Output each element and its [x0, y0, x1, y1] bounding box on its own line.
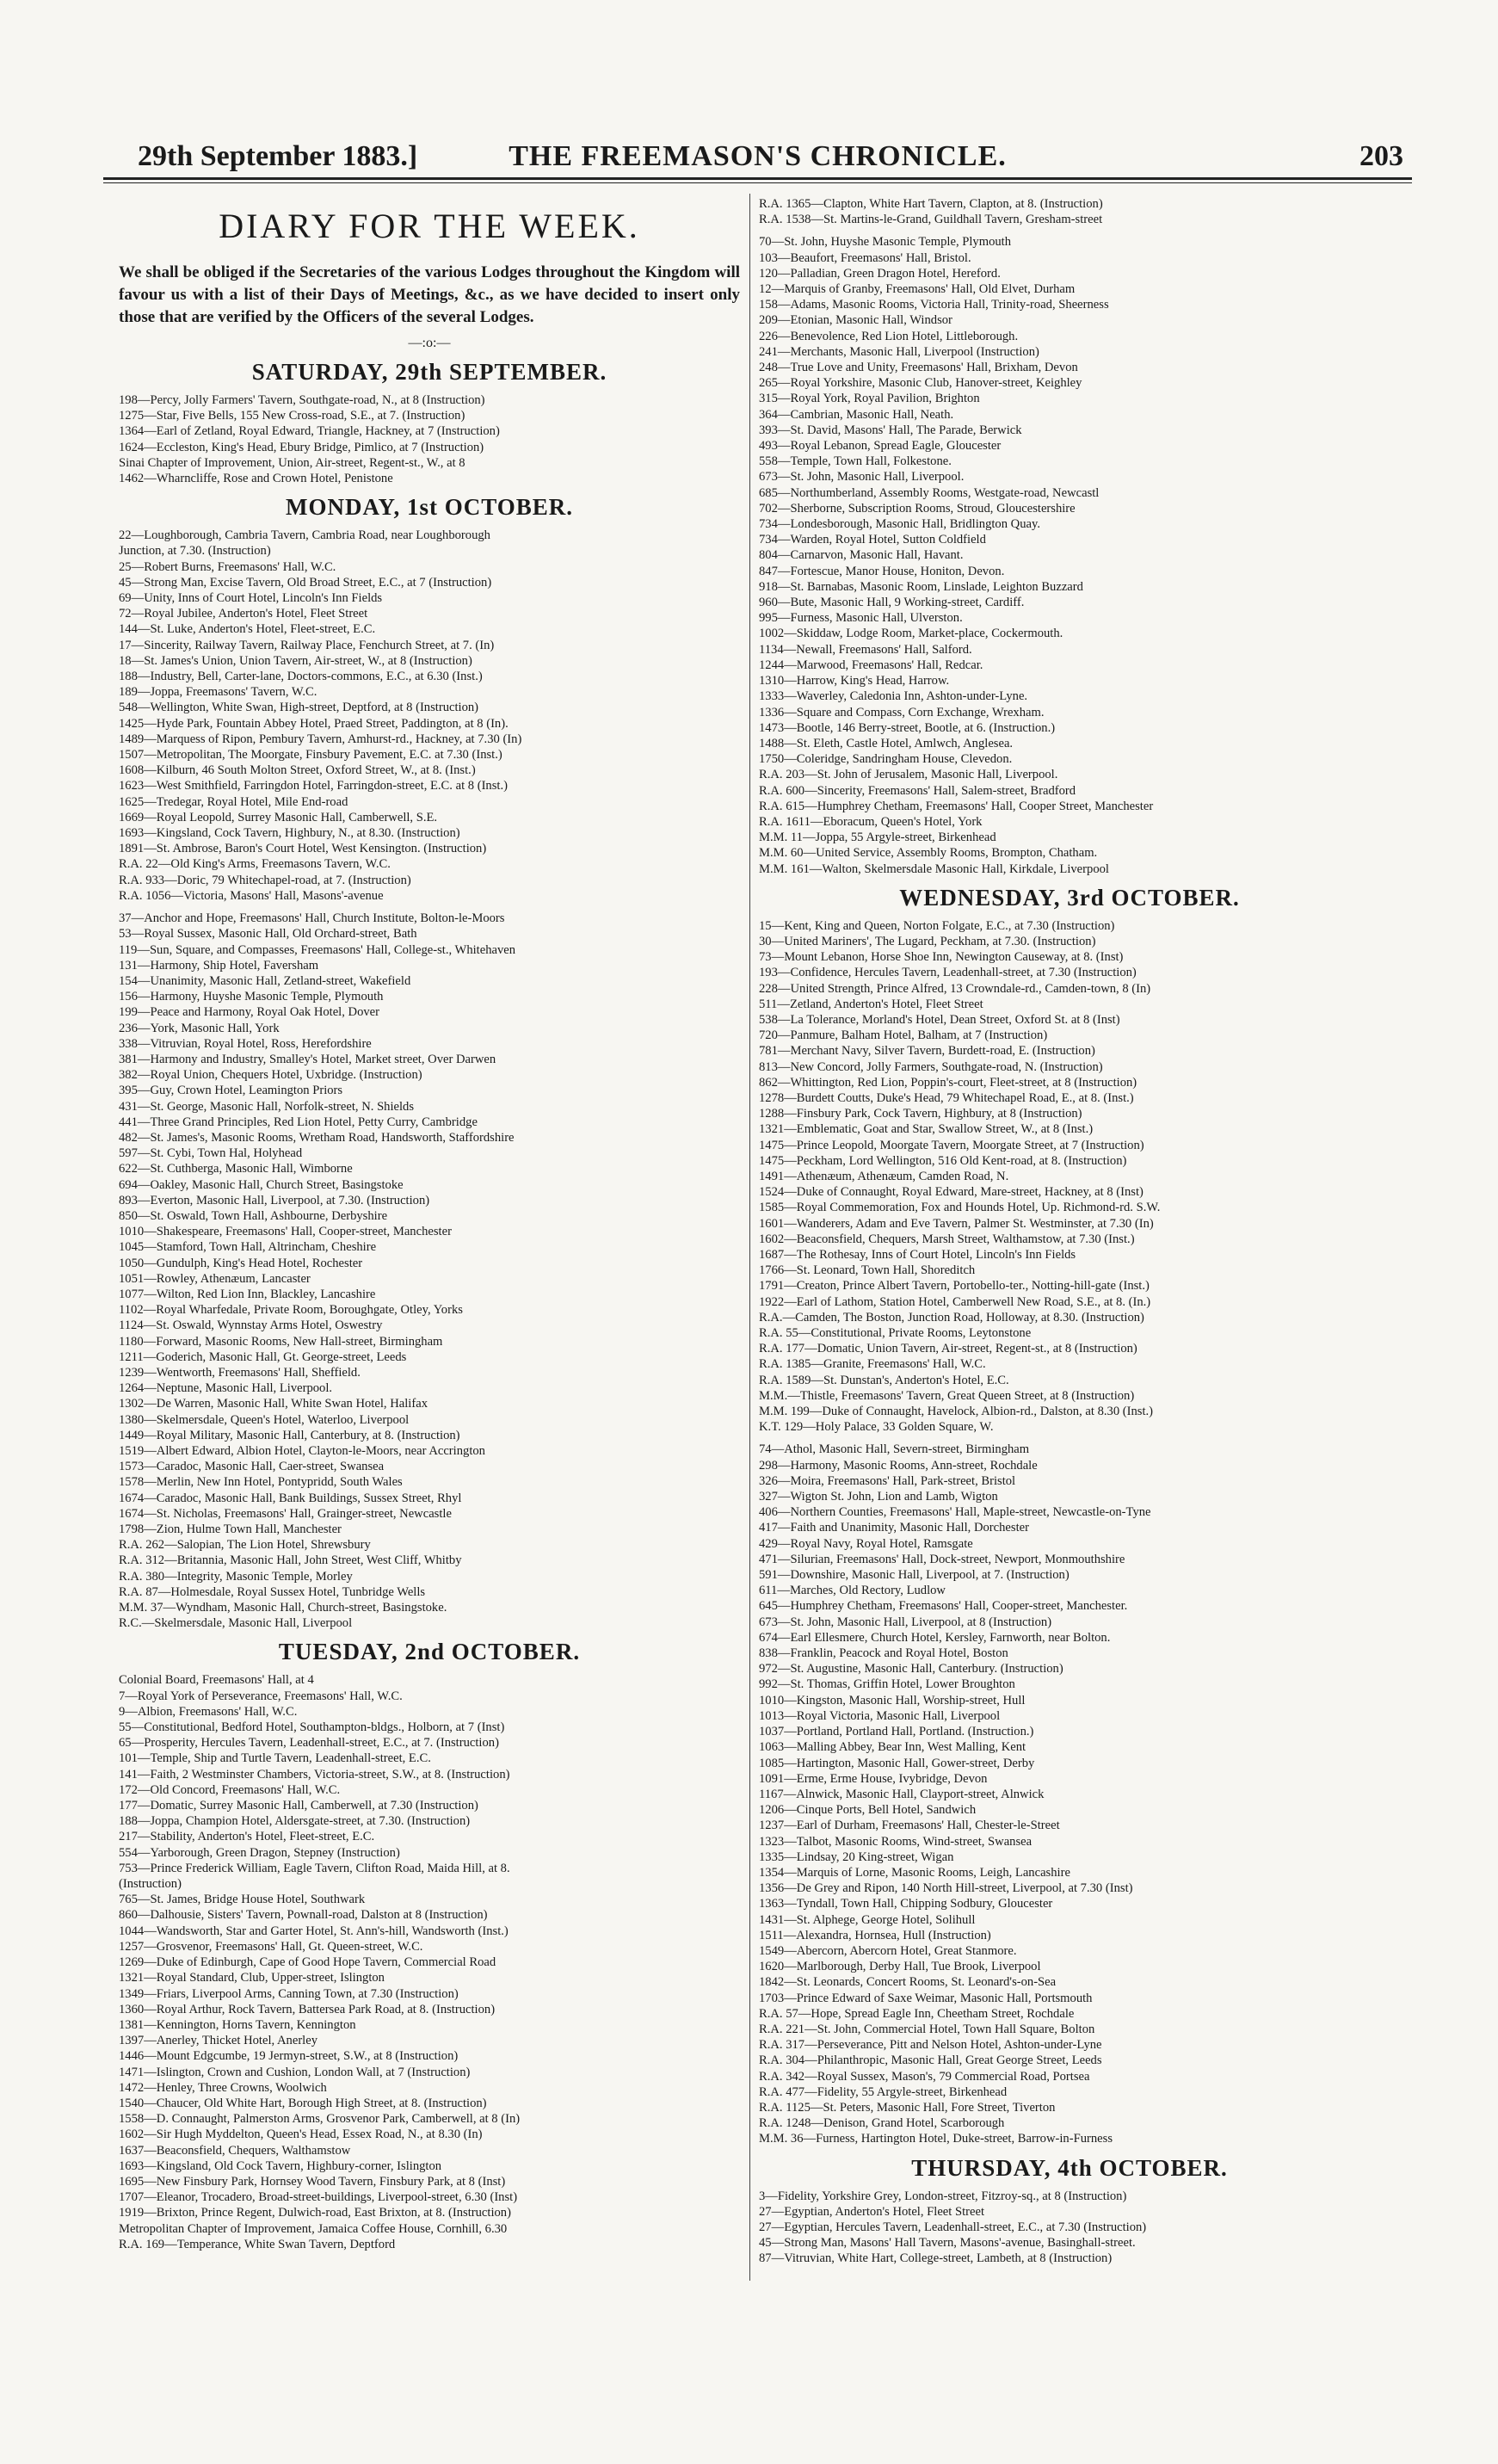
lodge-entry: 1354—Marquis of Lorne, Masonic Rooms, Leigh, Lancashire: [759, 1865, 1070, 1880]
lodge-entry: 1425—Hyde Park, Fountain Abbey Hotel, Praed Street, Paddington, at 8 (In).: [119, 716, 509, 731]
lodge-entry: 1013—Royal Victoria, Masonic Hall, Liverpool: [759, 1708, 1001, 1723]
lodge-entry: 209—Etonian, Masonic Hall, Windsor: [759, 313, 952, 328]
lodge-entry: M.M. 37—Wyndham, Masonic Hall, Church-street, Basingstoke.: [119, 1601, 447, 1615]
lodge-entry: 1549—Abercorn, Abercorn Hotel, Great Stanmore.: [759, 1943, 1017, 1958]
lodge-entry: 172—Old Concord, Freemasons' Hall, W.C.: [119, 1782, 341, 1797]
lodge-entry: 548—Wellington, White Swan, High-street, Deptford, at 8 (Instruction): [119, 701, 479, 715]
lodge-entry: 1919—Brixton, Prince Regent, Dulwich-road, East Brixton, at 8. (Instruction): [119, 2206, 511, 2220]
lodge-entry: R.A. 22—Old King's Arms, Freemasons Tavern, W.C.: [119, 857, 391, 872]
lodge-entry: 217—Stability, Anderton's Hotel, Fleet-street, E.C.: [119, 1830, 375, 1844]
lodge-entry: 838—Franklin, Peacock and Royal Hotel, Boston: [759, 1646, 1008, 1661]
lodge-entry: M.M. 11—Joppa, 55 Argyle-street, Birkenhead: [759, 831, 996, 845]
lodge-entry: R.A. 55—Constitutional, Private Rooms, Leytonstone: [759, 1326, 1032, 1341]
lodge-entry: 1703—Prince Edward of Saxe Weimar, Masonic Hall, Portsmouth: [759, 1991, 1093, 2005]
lodge-entry: 1637—Beaconsfield, Chequers, Walthamstow: [119, 2143, 351, 2158]
lodge-entry: 1050—Gundulph, King's Head Hotel, Rochester: [119, 1256, 363, 1270]
lodge-entry: 188—Joppa, Champion Hotel, Aldersgate-street, at 7.30. (Instruction): [119, 1814, 471, 1829]
lodge-entry: R.A. 177—Domatic, Union Tavern, Air-street, Regent-st., at 8 (Instruction): [759, 1342, 1137, 1356]
lodge-entry: 395—Guy, Crown Hotel, Leamington Priors: [119, 1084, 343, 1098]
lodge-entry: 1364—Earl of Zetland, Royal Edward, Triangle, Hackney, at 7 (Instruction): [119, 424, 500, 439]
lodge-entry: 1167—Alnwick, Masonic Hall, Clayport-street, Alnwick: [759, 1787, 1045, 1801]
lodge-entry: 673—St. John, Masonic Hall, Liverpool, at 8 (Instruction): [759, 1615, 1052, 1629]
lodge-entry: 720—Panmure, Balham Hotel, Balham, at 7 (Instruction): [759, 1028, 1048, 1043]
lodge-entry: R.A. 477—Fidelity, 55 Argyle-street, Birkenhead: [759, 2084, 1008, 2099]
lodge-entry: 1381—Kennington, Horns Tavern, Kennington: [119, 2017, 356, 2032]
lodge-entry: 554—Yarborough, Green Dragon, Stepney (Instruction): [119, 1845, 400, 1860]
entry-gap: [759, 1435, 1380, 1442]
lodge-entry: 1044—Wandsworth, Star and Garter Hotel, St. Ann's-hill, Wandsworth (Inst.): [119, 1924, 509, 1938]
thursday-entries: [759, 2189, 1380, 2267]
lodge-entry: 45—Strong Man, Masons' Hall Tavern, Masons'-avenue, Basinghall-street.: [759, 2236, 1136, 2251]
lodge-entry: 1462—Wharncliffe, Rose and Crown Hotel, Penistone: [119, 472, 393, 486]
lodge-entry: R.A. 380—Integrity, Masonic Temple, Morley: [119, 1569, 353, 1584]
lodge-entry: R.A. 304—Philanthropic, Masonic Hall, Great George Street, Leeds: [759, 2053, 1102, 2068]
lodge-entry: 597—St. Cybi, Town Hal, Holyhead: [119, 1146, 303, 1161]
lodge-entry: 471—Silurian, Freemasons' Hall, Dock-street, Newport, Monmouthshire: [759, 1552, 1125, 1566]
lodge-entry: M.M. 36—Furness, Hartington Hotel, Duke-street, Barrow-in-Furness: [759, 2132, 1113, 2146]
lodge-entry: 1349—Friars, Liverpool Arms, Canning Town, at 7.30 (Instruction): [119, 1986, 459, 2001]
lodge-entry: 482—St. James's, Masonic Rooms, Wretham Road, Handsworth, Staffordshire: [119, 1130, 515, 1145]
lodge-entry: 1491—Athenæum, Athenæum, Camden Road, N.: [759, 1169, 1009, 1183]
lodge-entry: 74—Athol, Masonic Hall, Severn-street, Birmingham: [759, 1442, 1030, 1457]
lodge-entry: 70—St. John, Huyshe Masonic Temple, Plymouth: [759, 235, 1012, 250]
lodge-entry: 1511—Alexandra, Hornsea, Hull (Instruction): [759, 1928, 991, 1942]
lodge-entry: 860—Dalhousie, Sisters' Tavern, Pownall-road, Dalston at 8 (Instruction): [119, 1908, 488, 1923]
lodge-entry: 1045—Stamford, Town Hall, Altrincham, Cheshire: [119, 1240, 377, 1255]
lodge-entry: 685—Northumberland, Assembly Rooms, Westgate-road, Newcastl: [759, 485, 1100, 500]
lodge-entry: R.A. 1248—Denison, Grand Hotel, Scarborough: [759, 2116, 1005, 2131]
issue-date: 29th September 1883.]: [138, 140, 418, 172]
lodge-entry: 673—St. John, Masonic Hall, Liverpool.: [759, 470, 965, 485]
lodge-entry: 1244—Marwood, Freemasons' Hall, Redcar.: [759, 658, 983, 672]
lodge-entry: 327—Wigton St. John, Lion and Lamb, Wigton: [759, 1490, 998, 1504]
lodge-entry: Junction, at 7.30. (Instruction): [119, 544, 271, 559]
right-column: [759, 196, 1380, 2267]
lodge-entry: 850—St. Oswald, Town Hall, Ashbourne, Derbyshire: [119, 1208, 388, 1223]
left-column: [119, 196, 740, 2252]
lodge-entry: 622—St. Cuthberga, Masonic Hall, Wimborne: [119, 1162, 353, 1176]
lodge-entry: 12—Marquis of Granby, Freemasons' Hall, Old Elvet, Durham: [759, 282, 1076, 297]
lodge-entry: 1473—Bootle, 146 Berry-street, Bootle, at 6. (Instruction.): [759, 720, 1056, 735]
lodge-entry: 188—Industry, Bell, Carter-lane, Doctors-commons, E.C., at 6.30 (Inst.): [119, 670, 483, 684]
lodge-entry: R.A. 57—Hope, Spread Eagle Inn, Cheetham Street, Rochdale: [759, 2006, 1075, 2021]
lodge-entry: R.A. 1611—Eboracum, Queen's Hotel, York: [759, 814, 983, 829]
lodge-entry: 1669—Royal Leopold, Surrey Masonic Hall, Camberwell, S.E.: [119, 810, 438, 824]
lodge-entry: 382—Royal Union, Chequers Hotel, Uxbridge. (Instruction): [119, 1068, 422, 1083]
lodge-entry: K.T. 129—Holy Palace, 33 Golden Square, W.: [759, 1420, 994, 1435]
lodge-entry: 1360—Royal Arthur, Rock Tavern, Battersea Park Road, at 8. (Instruction): [119, 2002, 496, 2016]
lodge-entry: 25—Robert Burns, Freemasons' Hall, W.C.: [119, 559, 336, 574]
lodge-entry: 119—Sun, Square, and Compasses, Freemasons' Hall, College-st., Whitehaven: [119, 942, 516, 957]
lodge-entry: 27—Egyptian, Anderton's Hotel, Fleet Street: [759, 2204, 985, 2219]
lodge-entry: 55—Constitutional, Bedford Hotel, Southampton-bldgs., Holborn, at 7 (Inst): [119, 1720, 505, 1735]
lodge-entry: 69—Unity, Inns of Court Hotel, Lincoln's Inn Fields: [119, 591, 383, 606]
lodge-entry: 1333—Waverley, Caledonia Inn, Ashton-under-Lyne.: [759, 689, 1028, 704]
lodge-entry: 3—Fidelity, Yorkshire Grey, London-street, Fitzroy-sq., at 8 (Instruction): [759, 2189, 1127, 2203]
lodge-entry: 265—Royal Yorkshire, Masonic Club, Hanover-street, Keighley: [759, 376, 1082, 391]
lodge-entry: 53—Royal Sussex, Masonic Hall, Old Orchard-street, Bath: [119, 927, 417, 942]
lodge-entry: 1623—West Smithfield, Farringdon Hotel, Farringdon-street, E.C. at 8 (Inst.): [119, 779, 508, 794]
lodge-entry: 1336—Square and Compass, Corn Exchange, Wrexham.: [759, 705, 1045, 719]
lodge-entry: 960—Bute, Masonic Hall, 9 Working-street, Cardiff.: [759, 596, 1025, 610]
lodge-entry: 1489—Marquess of Ripon, Pembury Tavern, Amhurst-rd., Hackney, at 7.30 (In): [119, 732, 522, 746]
lodge-entry: R.A. 203—St. John of Jerusalem, Masonic Hall, Liverpool.: [759, 768, 1058, 782]
lodge-entry: 131—Harmony, Ship Hotel, Faversham: [119, 958, 319, 973]
lodge-entry: 1693—Kingsland, Old Cock Tavern, Highbury-corner, Islington: [119, 2158, 442, 2173]
lodge-entry: 1124—St. Oswald, Wynnstay Arms Hotel, Oswestry: [119, 1318, 383, 1333]
lodge-entry: 1321—Emblematic, Goat and Star, Swallow Street, W., at 8 (Inst.): [759, 1122, 1094, 1137]
lodge-entry: 753—Prince Frederick William, Eagle Tavern, Clifton Road, Maida Hill, at 8.: [119, 1861, 510, 1875]
lodge-entry: R.A. 312—Britannia, Masonic Hall, John Street, West Cliff, Whitby: [119, 1553, 462, 1568]
lodge-entry: 1693—Kingsland, Cock Tavern, Highbury, N., at 8.30. (Instruction): [119, 826, 460, 841]
lodge-entry: 1206—Cinque Ports, Bell Hotel, Sandwich: [759, 1803, 977, 1818]
lodge-entry: 198—Percy, Jolly Farmers' Tavern, Southgate-road, N., at 8 (Instruction): [119, 393, 485, 407]
lodge-entry: 1302—De Warren, Masonic Hall, White Swan Hotel, Halifax: [119, 1397, 428, 1411]
lodge-entry: 72—Royal Jubilee, Anderton's Hotel, Fleet Street: [119, 607, 368, 621]
lodge-entry: 1602—Beaconsfield, Chequers, Marsh Street, Walthamstow, at 7.30 (Inst.): [759, 1232, 1135, 1246]
lodge-entry: R.A. 221—St. John, Commercial Hotel, Town Hall Square, Bolton: [759, 2022, 1095, 2036]
lodge-entry: 15—Kent, King and Queen, Norton Folgate, E.C., at 7.30 (Instruction): [759, 918, 1115, 933]
lodge-entry: 1766—St. Leonard, Town Hall, Shoreditch: [759, 1263, 976, 1278]
lodge-entry: 1239—Wentworth, Freemasons' Hall, Sheffield.: [119, 1365, 361, 1380]
lodge-entry: 1310—Harrow, King's Head, Harrow.: [759, 674, 950, 689]
lodge-entry: R.C.—Skelmersdale, Masonic Hall, Liverpool: [119, 1616, 353, 1631]
lodge-entry: 298—Harmony, Masonic Rooms, Ann-street, Rochdale: [759, 1458, 1038, 1473]
lodge-entry: 431—St. George, Masonic Hall, Norfolk-street, N. Shields: [119, 1099, 415, 1114]
lodge-entry: 1602—Sir Hugh Myddelton, Queen's Head, Essex Road, N., at 8.30 (In): [119, 2127, 483, 2142]
lodge-entry: R.A.—Camden, The Boston, Junction Road, Holloway, at 8.30. (Instruction): [759, 1310, 1144, 1325]
lodge-entry: 781—Merchant Navy, Silver Tavern, Burdett-road, E. (Instruction): [759, 1044, 1095, 1059]
lodge-entry: 694—Oakley, Masonic Hall, Church Street, Basingstoke: [119, 1177, 404, 1192]
lodge-entry: 734—Warden, Royal Hotel, Sutton Coldfield: [759, 533, 986, 547]
lodge-entry: R.A. 317—Perseverance, Pitt and Nelson Hotel, Ashton-under-Lyne: [759, 2038, 1102, 2053]
lodge-entry: 918—St. Barnabas, Masonic Room, Linslade, Leighton Buzzard: [759, 579, 1083, 594]
saturday-entries: [119, 392, 740, 486]
entry-gap: [759, 227, 1380, 234]
lodge-entry: (Instruction): [119, 1877, 182, 1892]
section-separator: —:o:—: [408, 336, 451, 350]
lodge-entry: 1449—Royal Military, Masonic Hall, Canterbury, at 8. (Instruction): [119, 1428, 460, 1442]
lodge-entry: 995—Furness, Masonic Hall, Ulverston.: [759, 611, 963, 626]
lodge-entry: R.A. 342—Royal Sussex, Mason's, 79 Commercial Road, Portsea: [759, 2069, 1090, 2084]
lodge-entry: 645—Humphrey Chetham, Freemasons' Hall, Cooper-street, Manchester.: [759, 1599, 1128, 1614]
lodge-entry: 87—Vitruvian, White Hart, College-street, Lambeth, at 8 (Instruction): [759, 2251, 1113, 2266]
lodge-entry: M.M. 199—Duke of Connaught, Havelock, Albion-rd., Dalston, at 8.30 (Inst.): [759, 1405, 1154, 1419]
lodge-entry: R.A. 262—Salopian, The Lion Hotel, Shrewsbury: [119, 1538, 371, 1553]
header-rule-thin: [103, 182, 1412, 183]
lodge-entry: 992—St. Thomas, Griffin Hotel, Lower Broughton: [759, 1677, 1015, 1692]
lodge-entry: 1264—Neptune, Masonic Hall, Liverpool.: [119, 1381, 333, 1396]
lodge-entry: 1540—Chaucer, Old White Hart, Borough High Street, at 8. (Instruction): [119, 2096, 487, 2110]
lodge-entry: 804—Carnarvon, Masonic Hall, Havant.: [759, 548, 964, 563]
lodge-entry: 193—Confidence, Hercules Tavern, Leadenhall-street, at 7.30 (Instruction): [759, 966, 1137, 980]
lodge-entry: 611—Marches, Old Rectory, Ludlow: [759, 1584, 946, 1598]
lodge-entry: 493—Royal Lebanon, Spread Eagle, Gloucester: [759, 439, 1002, 454]
header-rule: [103, 177, 1412, 180]
lodge-entry: 1257—Grosvenor, Freemasons' Hall, Gt. Queen-street, W.C.: [119, 1939, 423, 1954]
lodge-entry: 381—Harmony and Industry, Smalley's Hotel, Market street, Over Darwen: [119, 1052, 496, 1066]
lodge-entry: 326—Moira, Freemasons' Hall, Park-street, Bristol: [759, 1473, 1016, 1488]
diary-intro: We shall be obliged if the Secretaries of the various Lodges throughout the Kingdom will favour us with a list of their Days of Meetings, &c., as we have decided to insert only those that are verified by the Officers of the several Lodges.: [119, 263, 740, 326]
lodge-entry: 241—Merchants, Masonic Hall, Liverpool (Instruction): [759, 344, 1039, 359]
lodge-entry: 1077—Wilton, Red Lion Inn, Blackley, Lancashire: [119, 1287, 376, 1301]
lodge-entry: 538—La Tolerance, Morland's Hotel, Dean Street, Oxford St. at 8 (Inst): [759, 1012, 1120, 1027]
lodge-entry: 1687—The Rothesay, Inns of Court Hotel, Lincoln's Inn Fields: [759, 1248, 1076, 1262]
lodge-entry: R.A. 1589—St. Dunstan's, Anderton's Hotel, E.C.: [759, 1373, 1009, 1387]
lodge-entry: 1674—St. Nicholas, Freemasons' Hall, Grainger-street, Newcastle: [119, 1506, 452, 1521]
lodge-entry: 7—Royal York of Perseverance, Freemasons' Hall, W.C.: [119, 1689, 403, 1703]
lodge-entry: 1519—Albert Edward, Albion Hotel, Clayton-le-Moors, near Accrington: [119, 1444, 485, 1458]
lodge-entry: 862—Whittington, Red Lion, Poppin's-court, Fleet-street, at 8 (Instruction): [759, 1075, 1137, 1090]
lodge-entry: 734—Londesborough, Masonic Hall, Bridlington Quay.: [759, 517, 1040, 532]
lodge-entry: 1275—Star, Five Bells, 155 New Cross-road, S.E., at 7. (Instruction): [119, 409, 465, 423]
lodge-entry: M.M.—Thistle, Freemasons' Tavern, Great Queen Street, at 8 (Instruction): [759, 1388, 1135, 1403]
lodge-entry: 393—St. David, Masons' Hall, The Parade, Berwick: [759, 423, 1022, 437]
lodge-entry: 1278—Burdett Coutts, Duke's Head, 79 Whitechapel Road, E., at 8. (Inst.): [759, 1090, 1134, 1105]
lodge-entry: 1488—St. Eleth, Castle Hotel, Amlwch, Anglesea.: [759, 736, 1014, 750]
lodge-entry: 9—Albion, Freemasons' Hall, W.C.: [119, 1704, 298, 1719]
publication-title: THE FREEMASON'S CHRONICLE.: [509, 140, 1007, 172]
lodge-entry: R.A. 1385—Granite, Freemasons' Hall, W.C.: [759, 1357, 986, 1372]
lodge-entry: 1010—Kingston, Masonic Hall, Worship-street, Hull: [759, 1693, 1026, 1708]
lodge-entry: 1558—D. Connaught, Palmerston Arms, Grosvenor Park, Camberwell, at 8 (In): [119, 2112, 521, 2127]
lodge-entry: 141—Faith, 2 Westminster Chambers, Victoria-street, S.W., at 8. (Instruction): [119, 1767, 510, 1782]
lodge-entry: 558—Temple, Town Hall, Folkestone.: [759, 454, 952, 469]
lodge-entry: R.A. 87—Holmesdale, Royal Sussex Hotel, Tunbridge Wells: [119, 1584, 426, 1599]
lodge-entry: 1037—Portland, Portland Hall, Portland. (Instruction.): [759, 1725, 1034, 1739]
lodge-entry: 1922—Earl of Lathom, Station Hotel, Camberwell New Road, S.E., at 8. (In.): [759, 1294, 1151, 1309]
lodge-entry: 417—Faith and Unanimity, Masonic Hall, Dorchester: [759, 1521, 1029, 1535]
lodge-entry: 1471—Islington, Crown and Cushion, London Wall, at 7 (Instruction): [119, 2065, 471, 2079]
lodge-entry: 144—St. Luke, Anderton's Hotel, Fleet-street, E.C.: [119, 622, 376, 637]
lodge-entry: 1585—Royal Commemoration, Fox and Hounds Hotel, Up. Richmond-rd. S.W.: [759, 1201, 1161, 1215]
lodge-entry: R.A. 615—Humphrey Chetham, Freemasons' Hall, Cooper Street, Manchester: [759, 799, 1154, 813]
lodge-entry: 1102—Royal Wharfedale, Private Room, Boroughgate, Otley, Yorks: [119, 1303, 463, 1318]
monday-entries: [119, 528, 740, 1631]
lodge-entry: 1323—Talbot, Masonic Rooms, Wind-street, Swansea: [759, 1834, 1033, 1849]
lodge-entry: R.A. 1538—St. Martins-le-Grand, Guildhall Tavern, Gresham-street: [759, 213, 1103, 227]
lodge-entry: 226—Benevolence, Red Lion Hotel, Littleborough.: [759, 329, 1019, 343]
lodge-entry: R.A. 1056—Victoria, Masons' Hall, Masons'-avenue: [119, 888, 384, 903]
lodge-entry: R.A. 600—Sincerity, Freemasons' Hall, Salem-street, Bradford: [759, 783, 1076, 798]
lodge-entry: 154—Unanimity, Masonic Hall, Zetland-street, Wakefield: [119, 973, 411, 988]
lodge-entry: Colonial Board, Freemasons' Hall, at 4: [119, 1673, 314, 1688]
lodge-entry: 1288—Finsbury Park, Cock Tavern, Highbury, at 8 (Instruction): [759, 1107, 1082, 1121]
lodge-entry: 364—Cambrian, Masonic Hall, Neath.: [759, 407, 954, 422]
lodge-entry: 1791—Creaton, Prince Albert Tavern, Portobello-ter., Notting-hill-gate (Inst.): [759, 1279, 1150, 1294]
lodge-entry: 1380—Skelmersdale, Queen's Hotel, Waterloo, Liverpool: [119, 1412, 410, 1427]
lodge-entry: 1321—Royal Standard, Club, Upper-street, Islington: [119, 1971, 385, 1985]
lodge-entry: 1134—Newall, Freemasons' Hall, Salford.: [759, 642, 972, 657]
lodge-entry: R.A. 1125—St. Peters, Masonic Hall, Fore Street, Tiverton: [759, 2100, 1056, 2115]
lodge-entry: 1475—Peckham, Lord Wellington, 516 Old Kent-road, at 8. (Instruction): [759, 1153, 1127, 1168]
lodge-entry: 1842—St. Leonards, Concert Rooms, St. Leonard's-on-Sea: [759, 1975, 1057, 1990]
wednesday-heading: WEDNESDAY, 3rd OCTOBER.: [899, 884, 1240, 911]
running-head: [103, 138, 1412, 179]
lodge-entry: 1750—Coleridge, Sandringham House, Clevedon.: [759, 752, 1013, 767]
lodge-entry: 1620—Marlborough, Derby Hall, Tue Brook, Liverpool: [759, 1960, 1041, 1974]
column-divider: [749, 194, 750, 2281]
lodge-entry: 1363—Tyndall, Town Hall, Chipping Sodbury, Gloucester: [759, 1897, 1053, 1911]
lodge-entry: 1891—St. Ambrose, Baron's Court Hotel, West Kensington. (Instruction): [119, 842, 487, 856]
lodge-entry: 17—Sincerity, Railway Tavern, Railway Place, Fenchurch Street, at 7. (In): [119, 638, 495, 652]
lodge-entry: 45—Strong Man, Excise Tavern, Old Broad Street, E.C., at 7 (Instruction): [119, 575, 492, 590]
lodge-entry: 158—Adams, Masonic Rooms, Victoria Hall, Trinity-road, Sheerness: [759, 298, 1109, 312]
lodge-entry: 441—Three Grand Principles, Red Lion Hotel, Petty Curry, Cambridge: [119, 1115, 478, 1129]
lodge-entry: 199—Peace and Harmony, Royal Oak Hotel, Dover: [119, 1005, 380, 1020]
lodge-entry: 1674—Caradoc, Masonic Hall, Bank Buildings, Sussex Street, Rhyl: [119, 1491, 462, 1505]
saturday-heading: SATURDAY, 29th SEPTEMBER.: [251, 359, 607, 385]
lodge-entry: 1356—De Grey and Ripon, 140 North Hill-street, Liverpool, at 7.30 (Inst): [759, 1881, 1133, 1896]
lodge-entry: 972—St. Augustine, Masonic Hall, Canterbury. (Instruction): [759, 1662, 1063, 1677]
lodge-entry: 1608—Kilburn, 46 South Molton Street, Oxford Street, W., at 8. (Inst.): [119, 763, 476, 778]
lodge-entry: 101—Temple, Ship and Turtle Tavern, Leadenhall-street, E.C.: [119, 1751, 431, 1766]
lodge-entry: 429—Royal Navy, Royal Hotel, Ramsgate: [759, 1536, 973, 1551]
lodge-entry: M.M. 60—United Service, Assembly Rooms, Brompton, Chatham.: [759, 846, 1098, 861]
lodge-entry: 189—Joppa, Freemasons' Tavern, W.C.: [119, 685, 317, 700]
lodge-entry: Metropolitan Chapter of Improvement, Jamaica Coffee House, Cornhill, 6.30: [119, 2221, 508, 2236]
lodge-entry: 30—United Mariners', The Lugard, Peckham, at 7.30. (Instruction): [759, 934, 1096, 948]
lodge-entry: R.A. 169—Temperance, White Swan Tavern, Deptford: [119, 2237, 396, 2251]
lodge-entry: 1431—St. Alphege, George Hotel, Solihull: [759, 1912, 976, 1927]
lodge-entry: 847—Fortescue, Manor House, Honiton, Devon.: [759, 564, 1005, 578]
lodge-entry: 1091—Erme, Erme House, Ivybridge, Devon: [759, 1771, 988, 1786]
lodge-entry: 1010—Shakespeare, Freemasons' Hall, Cooper-street, Manchester: [119, 1225, 452, 1239]
lodge-entry: 813—New Concord, Jolly Farmers, Southgate-road, N. (Instruction): [759, 1059, 1103, 1074]
lodge-entry: 248—True Love and Unity, Freemasons' Hall, Brixham, Devon: [759, 361, 1078, 375]
lodge-entry: 1475—Prince Leopold, Moorgate Tavern, Moorgate Street, at 7 (Instruction): [759, 1138, 1144, 1152]
lodge-entry: 1237—Earl of Durham, Freemasons' Hall, Chester-le-Street: [759, 1819, 1060, 1833]
tuesday-heading: TUESDAY, 2nd OCTOBER.: [278, 1639, 581, 1665]
lodge-entry: 236—York, Masonic Hall, York: [119, 1021, 280, 1035]
lodge-entry: 511—Zetland, Anderton's Hotel, Fleet Street: [759, 997, 983, 1011]
lodge-entry: M.M. 161—Walton, Skelmersdale Masonic Hall, Kirkdale, Liverpool: [759, 861, 1109, 876]
lodge-entry: Sinai Chapter of Improvement, Union, Air-street, Regent-st., W., at 8: [119, 455, 465, 470]
lodge-entry: 103—Beaufort, Freemasons' Hall, Bristol.: [759, 250, 971, 265]
lodge-entry: R.A. 933—Doric, 79 Whitechapel-road, at 7. (Instruction): [119, 873, 411, 887]
lodge-entry: 1507—Metropolitan, The Moorgate, Finsbury Pavement, E.C. at 7.30 (Inst.): [119, 748, 502, 763]
lodge-entry: 1695—New Finsbury Park, Hornsey Wood Tavern, Finsbury Park, at 8 (Inst): [119, 2174, 506, 2189]
lodge-entry: 156—Harmony, Huyshe Masonic Temple, Plymouth: [119, 990, 384, 1004]
lodge-entry: 1211—Goderich, Masonic Hall, Gt. George-street, Leeds: [119, 1349, 407, 1364]
lodge-entry: 1573—Caradoc, Masonic Hall, Caer-street, Swansea: [119, 1460, 385, 1474]
lodge-entry: 1798—Zion, Hulme Town Hall, Manchester: [119, 1522, 342, 1537]
lodge-entry: 406—Northern Counties, Freemasons' Hall, Maple-street, Newcastle-on-Tyne: [759, 1505, 1151, 1520]
tuesday-continued-entries: [759, 196, 1380, 877]
lodge-entry: 674—Earl Ellesmere, Church Hotel, Kersley, Farnworth, near Bolton.: [759, 1630, 1111, 1645]
lodge-entry: 893—Everton, Masonic Hall, Liverpool, at 7.30. (Instruction): [119, 1193, 430, 1207]
lodge-entry: 177—Domatic, Surrey Masonic Hall, Camberwell, at 7.30 (Instruction): [119, 1799, 478, 1813]
lodge-entry: 1085—Hartington, Masonic Hall, Gower-street, Derby: [759, 1756, 1035, 1770]
thursday-heading: THURSDAY, 4th OCTOBER.: [911, 2154, 1228, 2181]
lodge-entry: 65—Prosperity, Hercules Tavern, Leadenhall-street, E.C., at 7. (Instruction): [119, 1736, 499, 1751]
tuesday-entries: [119, 1672, 740, 2252]
entry-gap: [119, 904, 740, 911]
lodge-entry: 1624—Eccleston, King's Head, Ebury Bridge, Pimlico, at 7 (Instruction): [119, 440, 484, 454]
lodge-entry: 1397—Anerley, Thicket Hotel, Anerley: [119, 2034, 318, 2048]
lodge-entry: 1707—Eleanor, Trocadero, Broad-street-buildings, Liverpool-street, 6.30 (Inst): [119, 2190, 518, 2205]
lodge-entry: 765—St. James, Bridge House Hotel, Southwark: [119, 1893, 366, 1907]
lodge-entry: 338—Vitruvian, Royal Hotel, Ross, Herefordshire: [119, 1036, 372, 1051]
lodge-entry: 37—Anchor and Hope, Freemasons' Hall, Church Institute, Bolton-le-Moors: [119, 911, 505, 926]
lodge-entry: 1601—Wanderers, Adam and Eve Tavern, Palmer St. Westminster, at 7.30 (In): [759, 1216, 1154, 1231]
lodge-entry: 18—St. James's Union, Union Tavern, Air-street, W., at 8 (Instruction): [119, 653, 472, 668]
wednesday-entries: [759, 918, 1380, 2147]
lodge-entry: 1524—Duke of Connaught, Royal Edward, Mare-street, Hackney, at 8 (Inst): [759, 1185, 1144, 1200]
lodge-entry: 1578—Merlin, New Inn Hotel, Pontypridd, South Wales: [119, 1475, 403, 1490]
page-number: 203: [1359, 140, 1403, 172]
lodge-entry: 1180—Forward, Masonic Rooms, New Hall-street, Birmingham: [119, 1334, 443, 1349]
lodge-entry: 22—Loughborough, Cambria Tavern, Cambria Road, near Loughborough: [119, 528, 490, 543]
lodge-entry: 1269—Duke of Edinburgh, Cape of Good Hope Tavern, Commercial Road: [119, 1955, 496, 1970]
lodge-entry: 1051—Rowley, Athenæum, Lancaster: [119, 1271, 311, 1286]
lodge-entry: 27—Egyptian, Hercules Tavern, Leadenhall-street, E.C., at 7.30 (Instruction): [759, 2220, 1147, 2234]
monday-heading: MONDAY, 1st OCTOBER.: [285, 494, 574, 521]
lodge-entry: 120—Palladian, Green Dragon Hotel, Hereford.: [759, 266, 1001, 281]
lodge-entry: R.A. 1365—Clapton, White Hart Tavern, Clapton, at 8. (Instruction): [759, 197, 1103, 211]
lodge-entry: 1002—Skiddaw, Lodge Room, Market-place, Cockermouth.: [759, 627, 1063, 641]
diary-title: DIARY FOR THE WEEK.: [219, 207, 640, 245]
lodge-entry: 702—Sherborne, Subscription Rooms, Stroud, Gloucestershire: [759, 501, 1076, 516]
lodge-entry: 315—Royal York, Royal Pavilion, Brighton: [759, 392, 980, 406]
lodge-entry: 228—United Strength, Prince Alfred, 13 Crowndale-rd., Camden-town, 8 (In): [759, 981, 1151, 996]
lodge-entry: 1446—Mount Edgcumbe, 19 Jermyn-street, S.W., at 8 (Instruction): [119, 2049, 459, 2064]
lodge-entry: 1063—Malling Abbey, Bear Inn, West Malling, Kent: [759, 1740, 1026, 1755]
lodge-entry: 1335—Lindsay, 20 King-street, Wigan: [759, 1850, 954, 1864]
lodge-entry: 591—Downshire, Masonic Hall, Liverpool, at 7. (Instruction): [759, 1568, 1070, 1583]
lodge-entry: 1472—Henley, Three Crowns, Woolwich: [119, 2080, 327, 2095]
lodge-entry: 1625—Tredegar, Royal Hotel, Mile End-road: [119, 794, 348, 809]
lodge-entry: 73—Mount Lebanon, Horse Shoe Inn, Newington Causeway, at 8. (Inst): [759, 950, 1124, 965]
